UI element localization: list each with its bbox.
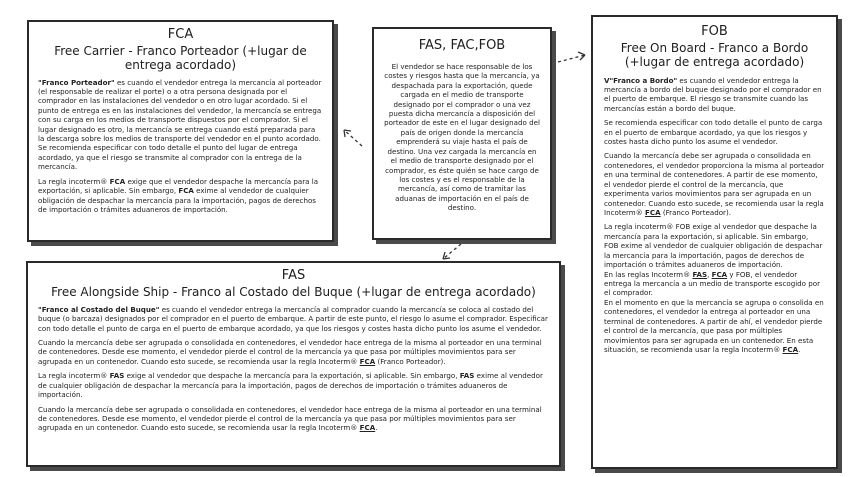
fca-heading: FCA: [167, 27, 194, 42]
fob-paragraph-2: Se recomienda especificar con todo detalle el punto de carga en el puerto de embarque acordado, ya que los riesgos y costes hasta dicho punto los asume el vendedor.: [604, 118, 823, 147]
arrow-to-fca-icon: [338, 124, 368, 154]
fas-body: [38, 305, 549, 433]
center-body: [384, 62, 540, 213]
fas-paragraph-3: La regla incoterm® FAS exige al vendedor que despache la mercancía para la exportación, si aplicable. Sin embargo, FAS exime al vendedor de cualquier obligación de despachar la mercancía para la importación, pagos de derechos de importación o trámites aduaneros de importación.: [38, 371, 543, 400]
fob-body: [604, 76, 825, 355]
fob-paragraph-3: Cuando la mercancía debe ser agrupada o consolidada en contenedores, el vendedor proporciona la misma al porteador en una terminal de contenedores. A partir de ese momento, el vendedor pierde el control de la mercancía, que experimenta varios movimientos para ser agrupada en un contenedor. Cuando esto sucede, se recomienda usar la regla Incoterm® FCA (Franco Porteador).: [604, 151, 825, 218]
fca-subheading: Free Carrier - Franco Porteador (+lugar de entrega acordado): [54, 43, 307, 72]
fob-paragraph-1: V"Franco a Bordo" es cuando el vendedor entrega la mercancía a bordo del buque designado por el comprador en el puerto de embarque. El riesgo se transmite cuando las mercancías están a bordo del buque.: [604, 75, 822, 113]
arrow-to-fas-icon: [437, 241, 467, 263]
fca-paragraph-2: La regla incoterm® FCA exige que el vendedor despache la mercancía para la exportación, si aplicable. Sin embargo, FCA exime al vendedor de cualquier obligación de despachar la mercancía para la importación, pagos de derechos de importación o trámites aduaneros de importación.: [38, 176, 319, 215]
fca-body: [38, 78, 323, 215]
fca-box: [27, 20, 334, 242]
fas-paragraph-1: "Franco al Costado del Buque" es cuando el vendedor entrega la mercancía al comprador cuando la mercancía se coloca al costado del buque (o barcaza) designados por el comprador en el puerto de embarque. A partir de este punto, el riesgo lo asume el comprador. Especificar con todo detalle el punto de carga en el puerto de embarque acordado, ya que los riesgos y costes hasta dicho punto los asume el vendedor.: [38, 304, 548, 333]
center-paragraph: El vendedor se hace responsable de los costes y riesgos hasta que la mercancía, ya despachada para la exportación, quede cargada en el medio de transporte designado por el comprador o una vez puesta dicha mercancía a disposición del porteador de este en el lugar designado del país de origen donde la mercancía emprenderá su viaje hasta el país de destino. Una vez cargada la mercancía en el medio de transporte designado por el comprador, es éste quién se hace cargo de los costes y es el responsable de la mercancía, así como de tramitar las aduanas de importación en el país de destino.: [384, 61, 540, 213]
fas-subheading: Free Alongside Ship - Franco al Costado del Buque (+lugar de entrega acordado): [51, 284, 536, 299]
fob-heading: FOB: [701, 24, 728, 39]
fob-subheading: Free On Board - Franco a Bordo (+lugar de entrega acordado): [620, 40, 809, 69]
fas-paragraph-4: Cuando la mercancía debe ser agrupada o consolidada en contenedores, el vendedor hace entrega de la misma al porteador en una terminal de contenedores. Desde ese momento, el vendedor pierde el control de la mercancía ya que pasa por múltiples movimientos para ser agrupada en un contenedor. Cuando esto sucede, se recomienda usar la regla Incoterm® FCA.: [38, 404, 542, 433]
fas-box: [26, 261, 561, 467]
fas-paragraph-2: Cuando la mercancía debe ser agrupada o consolidada en contenedores, el vendedor hace entrega de la misma al porteador en una terminal de contenedores. Desde ese momento, el vendedor pierde el control de la mercancía ya que pasa por múltiples movimientos para ser agrupada en un contenedor. Cuando esto sucede, se recomienda usar la regla Incoterm® FCA (Franco Porteador).: [38, 338, 542, 366]
fob-paragraph-4: La regla incoterm® FOB exige al vendedor que despache la mercancía para la exportación, si aplicable. Sin embargo, FOB exime al vendedor de cualquier obligación de despachar la mercancía para la importación, pagos de derechos de importación o trámites aduaneros de importación. En las reglas Incoterm® FAS, FCA y FOB, el vendedor entrega la mercancía a un medio de transporte escogido por el comprador. En el momento en que la mercancía se agrupa o consolida en contenedores, el vendedor la entrega al porteador en una terminal de contenedores. A partir de ahí, el vendedor pierde el control de la mercancía, que pasa por múltiples movimientos para ser agrupada en un contenedor. En esta situación, se recomienda usar la regla Incoterm® FCA.: [604, 222, 824, 354]
arrow-to-fob-icon: [555, 50, 589, 70]
fca-paragraph-1: "Franco Porteador" es cuando el vendedor entrega la mercancía al porteador (el responsable de realizar el porte) o a otra persona designada por el comprador en las instalaciones del vendedor o en otro lugar acordado. Si el punto de entrega es en las instalaciones del vendedor, la mercancía se entrega con su carga en los medios de transporte dispuestos por el comprador. Si el lugar designado es otro, la mercancía se entrega cuando está preparada para la descarga sobre los medios de transporte del vendedor en el punto acordado. Se recomienda especificar con todo detalle el punto del lugar de entrega acordado, ya que el riesgo se transmite al comprador con la entrega de la mercancía.: [38, 77, 322, 172]
fas-heading: FAS: [281, 268, 306, 283]
center-heading: FAS, FAC,FOB: [418, 38, 506, 53]
fob-box: [591, 15, 838, 469]
center-box: [372, 27, 552, 240]
